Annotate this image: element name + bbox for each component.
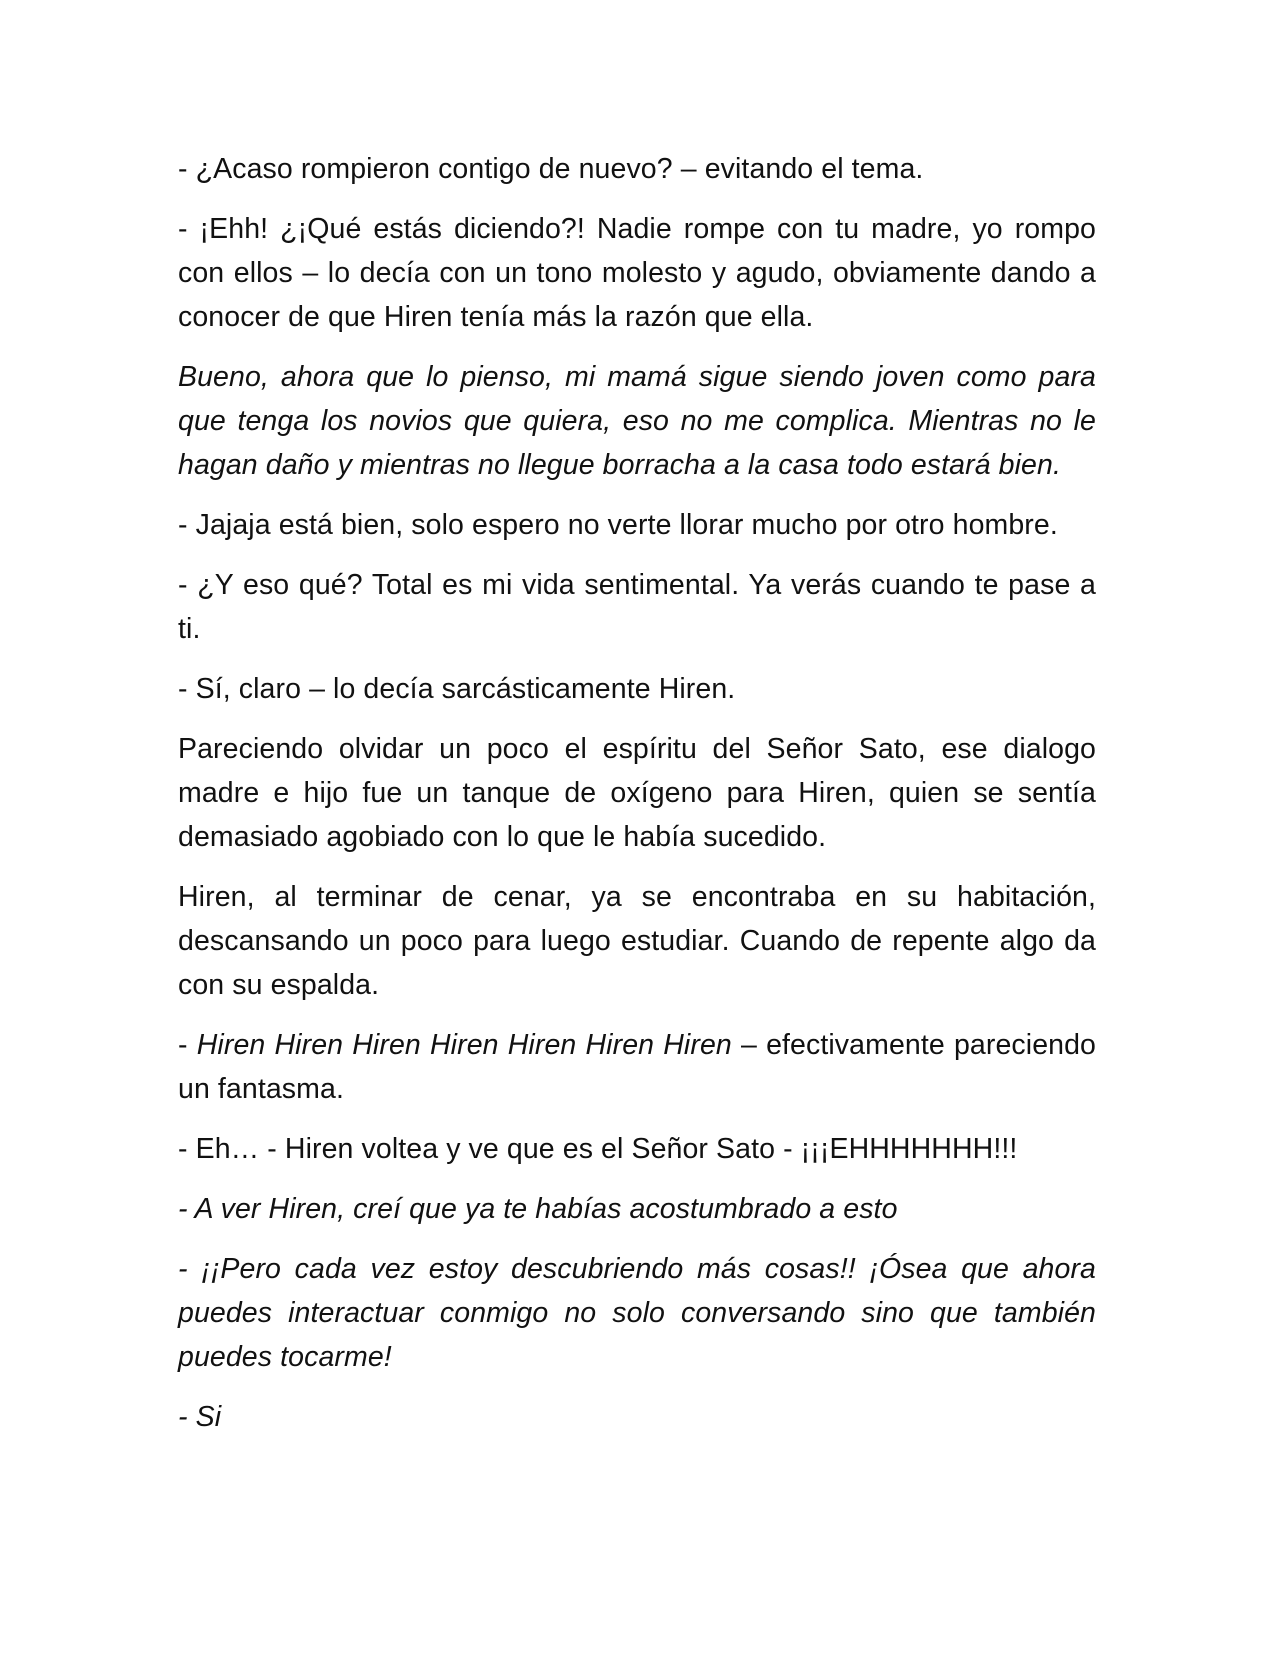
paragraph-9-dash: - <box>178 1029 188 1061</box>
paragraph-5: - ¿Y eso qué? Total es mi vida sentimental. Ya verás cuando te pase a ti. <box>178 569 1096 645</box>
paragraph-13-ghost-line: - Si <box>178 1401 222 1433</box>
paragraph-1: - ¿Acaso rompieron contigo de nuevo? – evitando el tema. <box>178 153 924 185</box>
paragraph-9-narration: – efectivamente pareciendo un fantasma. <box>178 1029 1096 1105</box>
paragraph-12: - ¡¡Pero cada vez estoy descubriendo más cosas!! ¡Ósea que ahora puedes interactuar conmigo no solo conversando sino que también puedes tocarme! <box>178 1253 1096 1373</box>
paragraph-6: - Sí, claro – lo decía sarcásticamente Hiren. <box>178 673 736 705</box>
paragraph-9-ghost-voice: Hiren Hiren Hiren Hiren Hiren Hiren Hiren <box>196 1029 732 1061</box>
paragraph-2: - ¡Ehh! ¿¡Qué estás diciendo?! Nadie rompe con tu madre, yo rompo con ellos – lo decía con un tono molesto y agudo, obviamente dando a conocer de que Hiren tenía más la razón que ella. <box>178 213 1096 333</box>
paragraph-7: Pareciendo olvidar un poco el espíritu del Señor Sato, ese dialogo madre e hijo fue un tanque de oxígeno para Hiren, quien se sentía demasiado agobiado con lo que le había sucedido. <box>178 733 1096 853</box>
paragraph-9 <box>178 1023 1096 1111</box>
paragraph-11-ghost-line: - A ver Hiren, creí que ya te habías acostumbrado a esto <box>178 1193 898 1225</box>
document-page <box>178 147 1096 1455</box>
paragraph-4: - Jajaja está bien, solo espero no verte llorar mucho por otro hombre. <box>178 509 1058 541</box>
paragraph-8: Hiren, al terminar de cenar, ya se encontraba en su habitación, descansando un poco para luego estudiar. Cuando de repente algo da con su espalda. <box>178 881 1096 1001</box>
paragraph-3-thought: Bueno, ahora que lo pienso, mi mamá sigue siendo joven como para que tenga los novios que quiera, eso no me complica. Mientras no le hagan daño y mientras no llegue borracha a la casa todo estará bien. <box>178 361 1096 481</box>
paragraph-10: - Eh… - Hiren voltea y ve que es el Señor Sato - ¡¡¡EHHHHHHH!!! <box>178 1133 1018 1165</box>
